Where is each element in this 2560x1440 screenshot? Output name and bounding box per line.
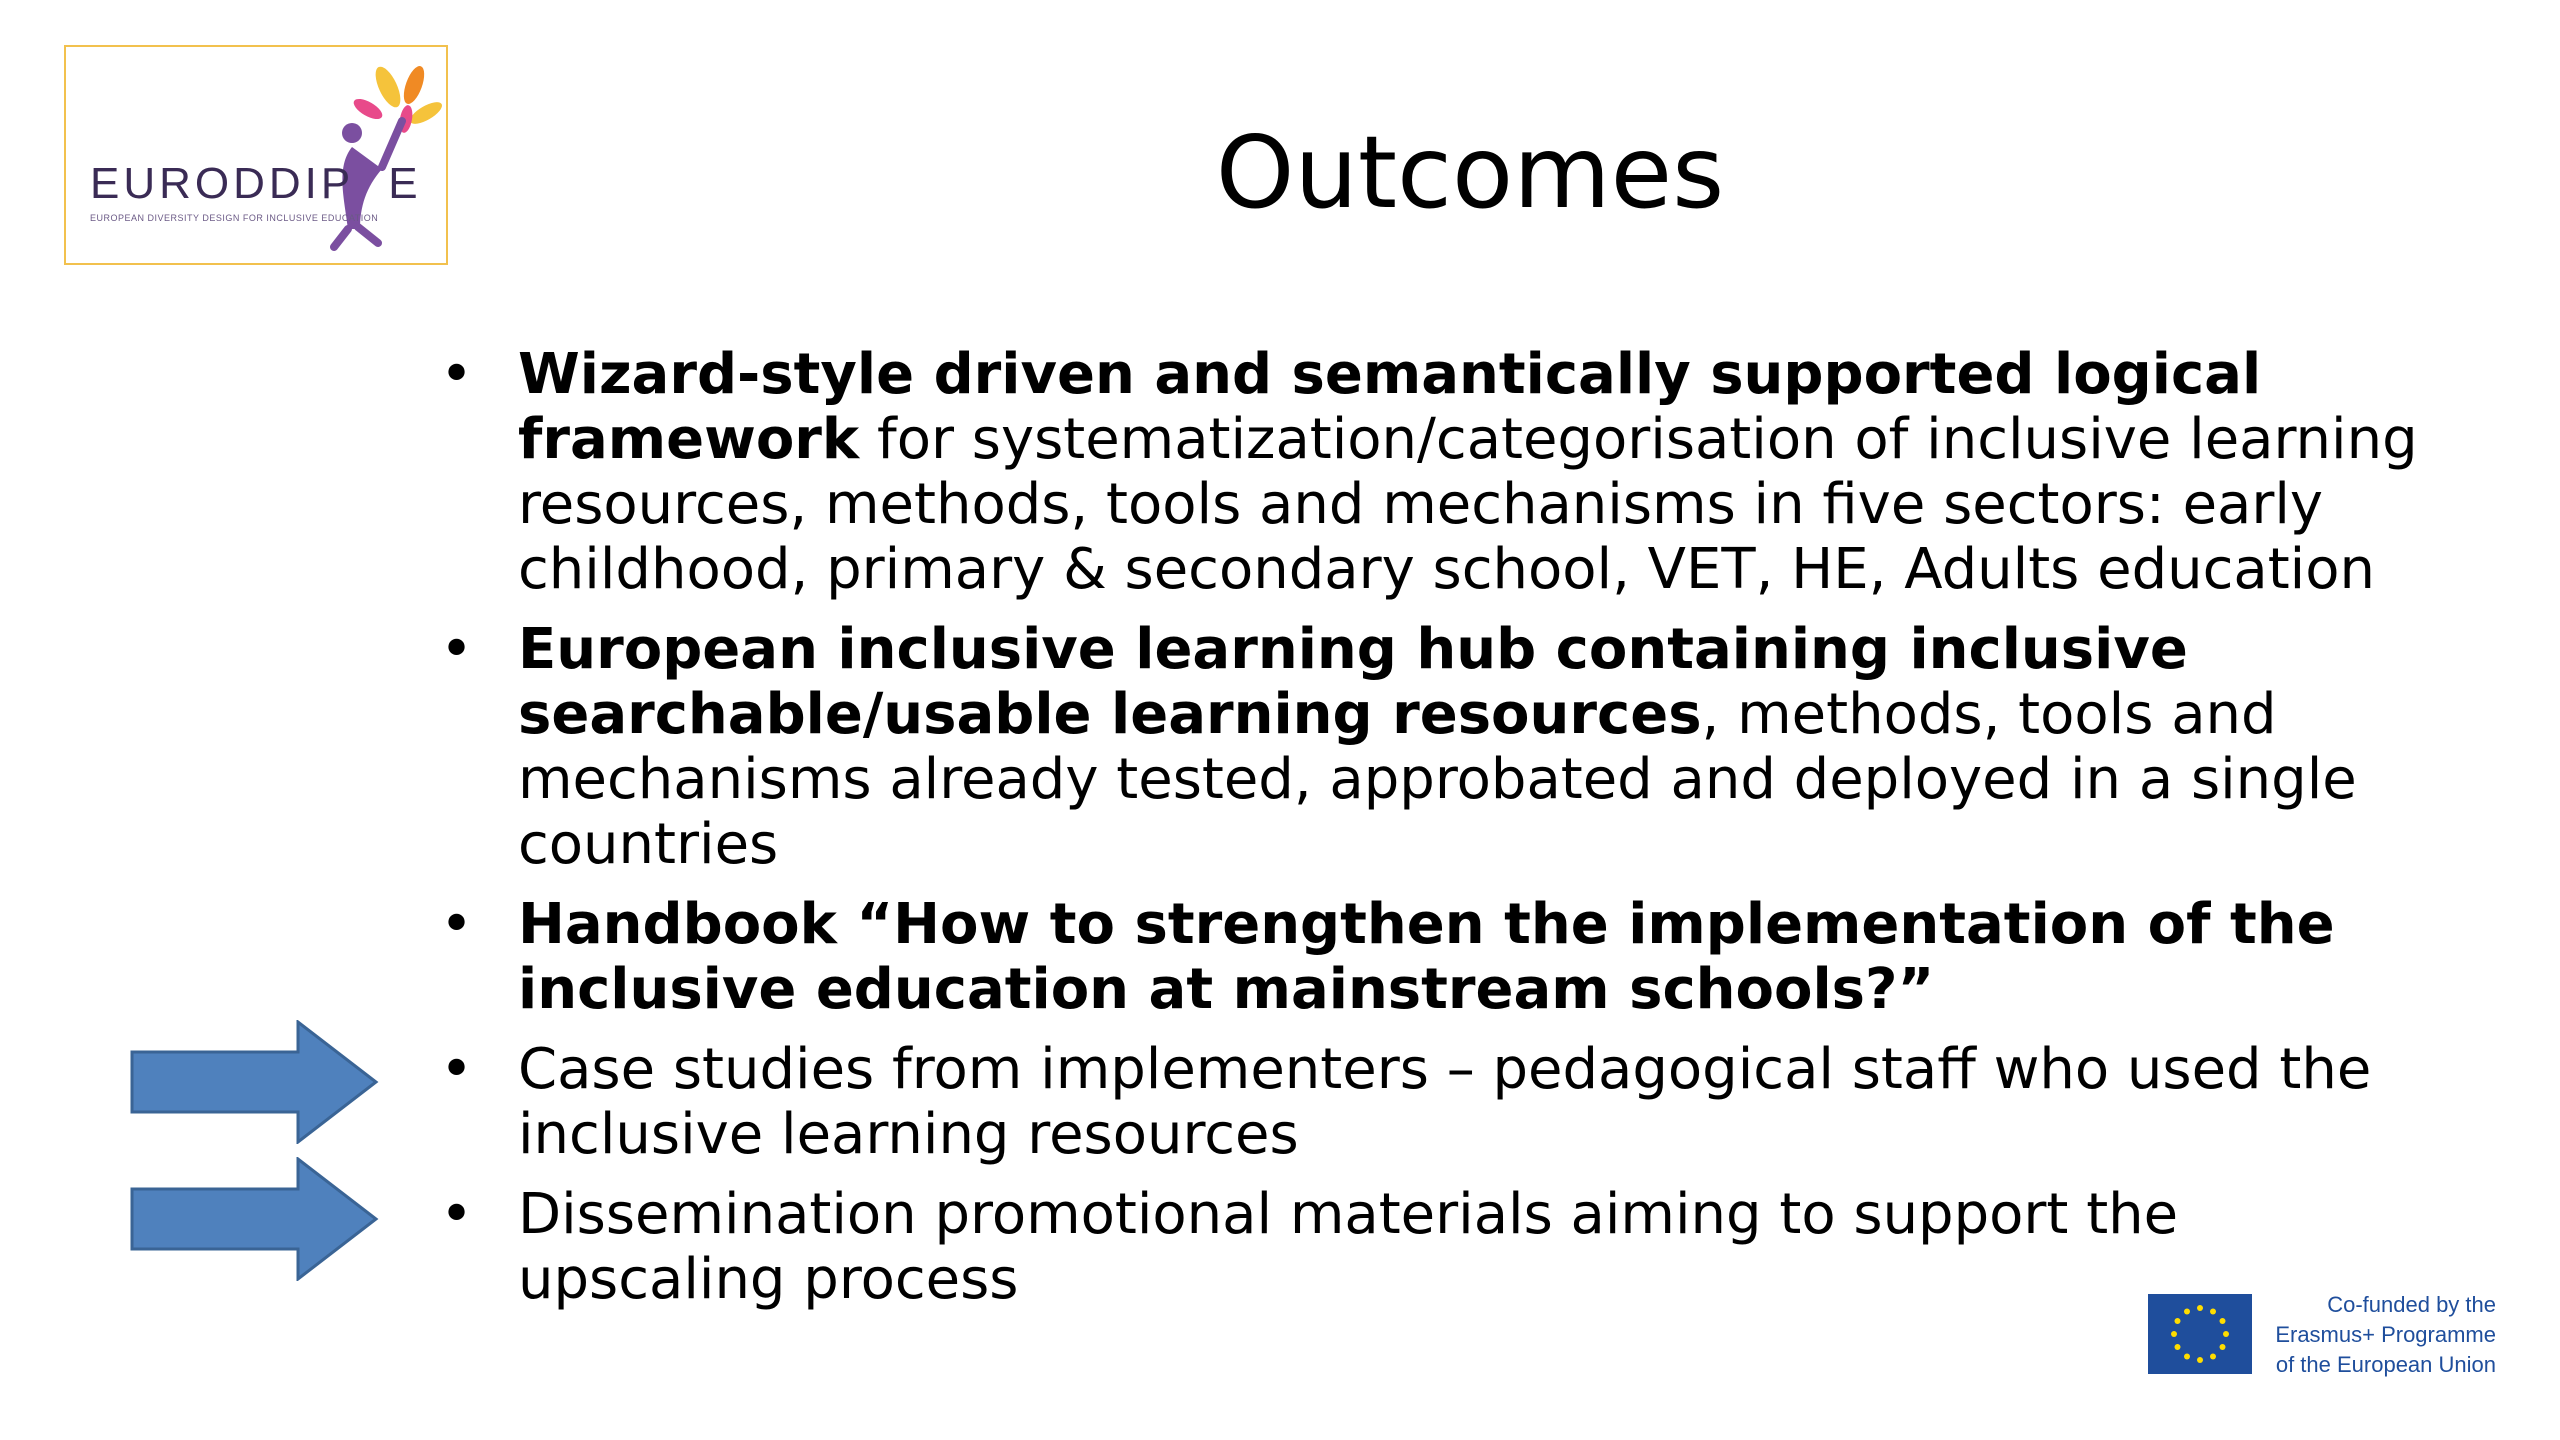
logo-figure-icon	[326, 57, 446, 257]
list-item	[440, 342, 2440, 602]
list-item-text: for systematization/categorisation of inclusive learning resources, methods, tools and mechanisms in five sectors: early childhood, primary & secondary school, VET, HE, Adults education	[518, 407, 2418, 602]
eu-funding-text: Co-funded by the Erasmus+ Programme of the European Union	[2275, 1292, 2496, 1377]
right-arrow-icon	[130, 1020, 380, 1144]
bullet-icon: •	[440, 1182, 474, 1247]
bullet-icon: •	[440, 892, 474, 957]
bullet-icon: •	[440, 342, 474, 407]
bullet-icon: •	[440, 1037, 474, 1102]
right-arrow-icon	[130, 1157, 380, 1281]
slide-title: Outcomes	[1215, 114, 1725, 231]
list-item	[440, 1037, 2440, 1167]
eu-funding-badge	[2148, 1290, 2548, 1390]
list-item-bold: European inclusive learning hub containing inclusive searchable/usable learning resources	[518, 617, 2188, 747]
list-item-text: , methods, tools and mechanisms already tested, approbated and deployed in a single countries	[518, 682, 2357, 877]
list-item	[440, 617, 2440, 877]
eu-flag-icon	[2148, 1294, 2252, 1374]
logo-wordmark: EURODDIP E	[90, 159, 422, 208]
list-item-text: Dissemination promotional materials aiming to support the upscaling process	[518, 1182, 2179, 1312]
project-logo	[64, 45, 448, 265]
outcomes-list	[440, 342, 2440, 1327]
list-item	[440, 892, 2440, 1022]
list-item-text: Case studies from implementers – pedagogical staff who used the inclusive learning resources	[518, 1037, 2372, 1167]
list-item-bold: Handbook “How to strengthen the implementation of the inclusive education at mainstream schools?”	[518, 892, 2335, 1022]
logo-tagline: EUROPEAN DIVERSITY DESIGN FOR INCLUSIVE EDUCATION	[90, 213, 379, 223]
list-item	[440, 1182, 2440, 1312]
bullet-icon: •	[440, 617, 474, 682]
list-item-bold: Wizard-style driven and semantically supported logical framework	[518, 342, 2262, 472]
